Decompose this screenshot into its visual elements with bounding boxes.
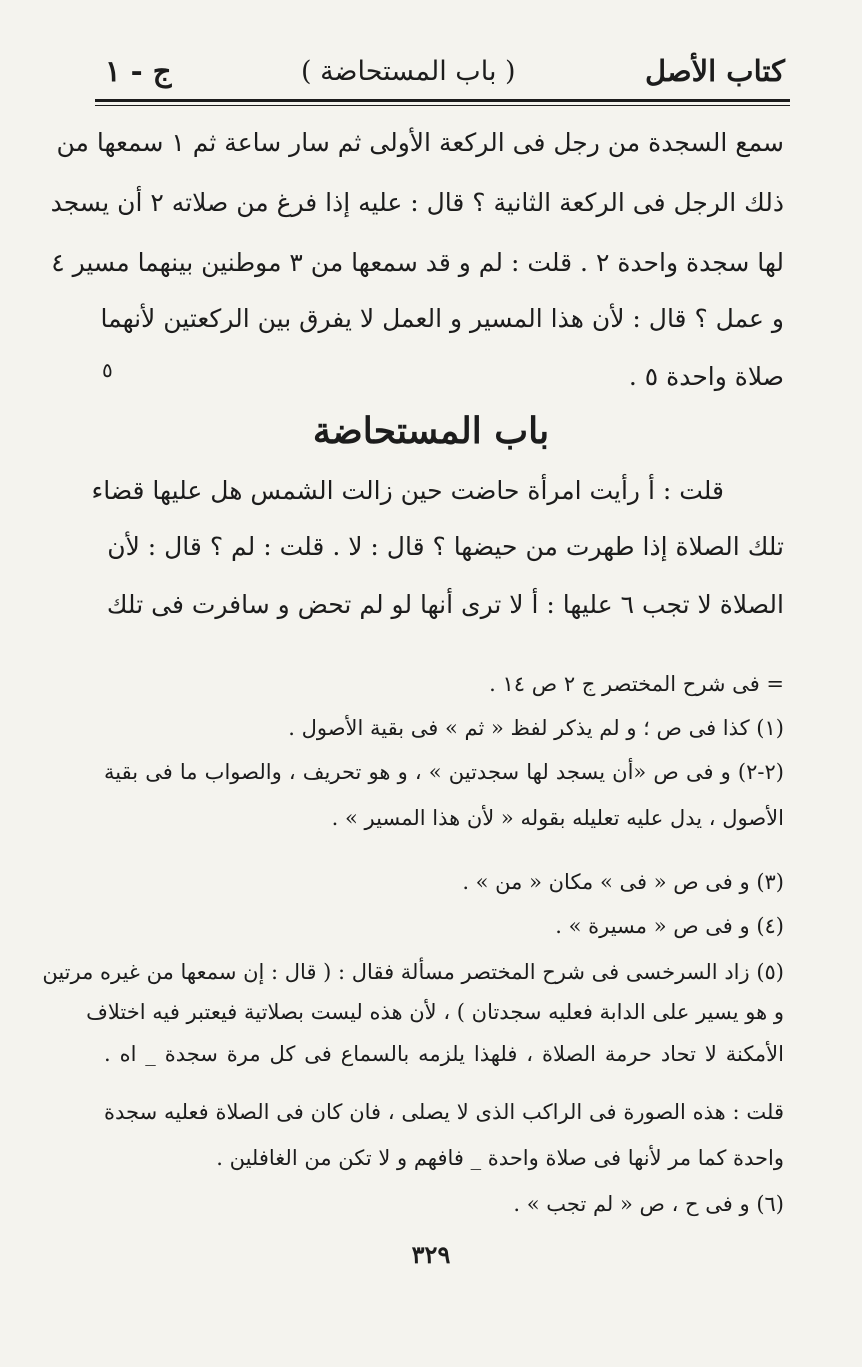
text-line: الصلاة لا تجب ٦ عليها : أ لا ترى أنها لو لم تحض و سافرت فى تلك [106, 590, 784, 619]
text-line: تلك الصلاة إذا طهرت من حيضها ؟ قال : لا . قلت : لم ؟ قال : لأن [107, 532, 784, 561]
chapter-title: ( باب المستحاضة ) [300, 55, 516, 87]
footnote-line: (٤) و فى ص « مسيرة » . [555, 914, 784, 938]
text-line: ذلك الرجل فى الركعة الثانية ؟ قال : عليه إذا فرغ من صلاته ٢ أن يسجد [50, 188, 784, 217]
footnote-line: = فى شرح المختصر ج ٢ ص ١٤ . [489, 672, 784, 696]
footnote-line: (٥) زاد السرخسى فى شرح المختصر مسألة فقال : ( قال : إن سمعها من غيره مرتين [42, 960, 784, 984]
footnote-line: (١) كذا فى ص ؛ و لم يذكر لفظ « ثم » فى بقية الأصول . [288, 716, 784, 740]
text-line: قلت : أ رأيت امرأة حاضت حين زالت الشمس هل عليها قضاء [91, 476, 724, 505]
text-line: لها سجدة واحدة ٢ . قلت : لم و قد سمعها من ٣ موطنين بينهما مسير ٤ [51, 248, 784, 277]
text-line: و عمل ؟ قال : لأن هذا المسير و العمل لا يفرق بين الركعتين لأنهما [100, 304, 784, 333]
footnote-line: الأمكنة لا تحاد حرمة الصلاة ، فلهذا يلزمه بالسماع فى كل مرة سجدة _ اه . [104, 1042, 784, 1066]
footnote-line: (٢-٢) و فى ص «أن يسجد لها سجدتين » ، و هو تحريف ، والصواب ما فى بقية [104, 760, 784, 784]
footnote-line: و هو يسير على الدابة فعليه سجدتان ) ، لأن هذه ليست بصلاتية فيعتبر فيه اختلاف [86, 1000, 784, 1024]
footnote-line: الأصول ، يدل عليه تعليله بقوله « لأن هذا المسير » . [331, 806, 784, 830]
footnote-line: واحدة كما مر لأنها فى صلاة واحدة _ فافهم و لا تكن من الغافلين . [216, 1146, 784, 1170]
volume-label: ج - ١ [105, 54, 172, 88]
footnote-line: قلت : هذه الصورة فى الراكب الذى لا يصلى ، فان كان فى الصلاة فعليه سجدة [104, 1100, 784, 1124]
book-title: كتاب الأصل [645, 54, 785, 88]
text-line: سمع السجدة من رجل فى الركعة الأولى ثم سار ساعة ثم ١ سمعها من [56, 128, 784, 157]
page-number: ٣٢٩ [411, 1240, 451, 1269]
footnote-line: (٣) و فى ص « فى » مكان « من » . [462, 870, 784, 894]
text-line: صلاة واحدة ٥ . [628, 362, 784, 391]
footnote-line: (٦) و فى ح ، ص « لم تجب » . [513, 1192, 784, 1216]
line-number-marker: ٥ [102, 358, 113, 382]
section-heading: باب المستحاضة [312, 410, 550, 452]
